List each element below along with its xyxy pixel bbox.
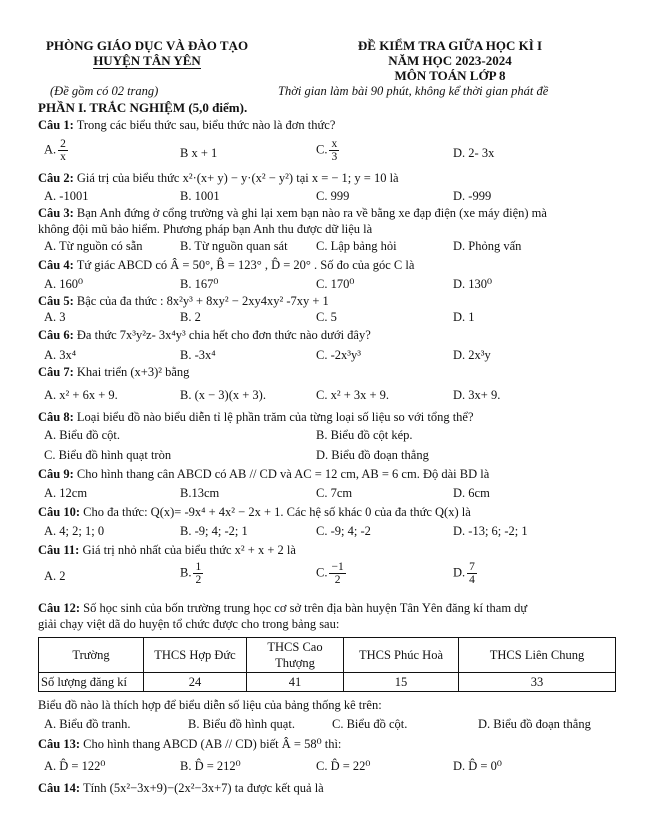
question-13: Câu 13: Cho hình thang ABCD (AB // CD) biết Â = 58⁰ thì: <box>38 737 342 751</box>
q8-option-a: A. Biểu đồ cột. <box>44 428 121 442</box>
q2-option-b: B. 1001 <box>180 189 220 203</box>
q12-option-c: C. Biểu đồ cột. <box>332 717 408 731</box>
table-cell: THCS Phúc Hoà <box>344 638 459 673</box>
q3-option-c: C. Lập bảng hỏi <box>316 239 397 253</box>
q12-option-a: A. Biểu đồ tranh. <box>44 717 131 731</box>
q11-option-a: A. 2 <box>44 569 66 583</box>
q11-option-c: C. $\frac{-1}{2}$ <box>316 561 344 586</box>
subject: MÔN TOÁN LỚP 8 <box>394 68 506 83</box>
q8-option-d: D. Biểu đồ đoạn thẳng <box>316 448 429 462</box>
school-year: NĂM HỌC 2023-2024 <box>388 53 512 68</box>
department-name: PHÒNG GIÁO DỤC VÀ ĐÀO TẠO <box>45 38 249 53</box>
q11-option-b: B. $\frac{1}{2}$ <box>180 561 202 586</box>
q10-option-c: C. -9; 4; -2 <box>316 524 371 538</box>
q12-option-b: B. Biểu đồ hình quạt. <box>188 717 295 731</box>
question-5: Câu 5: Bậc của đa thức : 8x²y³ + 8xy² − 2xy4xy² -7xy + 1 <box>38 294 329 308</box>
q4-option-b: B. 167⁰ <box>180 277 219 291</box>
section-title: PHẦN I. TRẮC NGHIỆM (5,0 điểm). <box>38 100 248 115</box>
q1-option-a: A. $\frac{2}{x}$ <box>44 138 66 163</box>
q1-option-b: B x + 1 <box>180 146 218 160</box>
table-cell: THCS Liên Chung <box>459 638 616 673</box>
question-12-line-3: Biểu đồ nào là thích hợp để biểu diễn số liệu của bảng thống kê trên: <box>38 698 382 712</box>
q5-option-d: D. 1 <box>453 310 475 324</box>
q4-option-a: A. 160⁰ <box>44 277 84 291</box>
q6-option-d: D. 2x³y <box>453 348 491 362</box>
q11-option-d: D. $\frac{7}{4}$ <box>453 561 475 586</box>
q8-option-b: B. Biểu đồ cột kép. <box>316 428 413 442</box>
table-cell: Trường <box>39 638 144 673</box>
q6-option-c: C. -2x³y³ <box>316 348 361 362</box>
question-9: Câu 9: Cho hình thang cân ABCD có AB // CD và AC = 12 cm, AB = 6 cm. Độ dài BD là <box>38 467 490 481</box>
q6-option-a: A. 3x⁴ <box>44 348 77 362</box>
q2-option-c: C. 999 <box>316 189 350 203</box>
question-12: Câu 12: Số học sinh của bốn trường trung học cơ sở trên địa bàn huyện Tân Yên đăng kí tham dự <box>38 601 528 615</box>
q3-option-b: B. Từ nguồn quan sát <box>180 239 288 253</box>
question-12-line-2: giải chạy việt dã do huyện tổ chức được cho trong bảng sau: <box>38 617 340 631</box>
district-name: HUYỆN TÂN YÊN <box>93 53 201 68</box>
q10-option-b: B. -9; 4; -2; 1 <box>180 524 248 538</box>
q9-option-c: C. 7cm <box>316 486 353 500</box>
question-11: Câu 11: Giá trị nhỏ nhất của biểu thức x² + x + 2 là <box>38 543 296 557</box>
q7-option-c: C. x² + 3x + 9. <box>316 388 390 402</box>
table-cell: THCS Cao Thượng <box>247 638 344 673</box>
q13-option-d: D. D̂ = 0⁰ <box>453 759 502 773</box>
q13-option-b: B. D̂ = 212⁰ <box>180 759 241 773</box>
q9-option-b: B.13cm <box>180 486 220 500</box>
table-cell: THCS Hợp Đức <box>144 638 247 673</box>
q5-option-c: C. 5 <box>316 310 337 324</box>
q3-option-d: D. Phỏng vấn <box>453 239 522 253</box>
question-8: Câu 8: Loại biểu đồ nào biểu diễn tỉ lệ phần trăm của từng loại số liệu so với tổng thể? <box>38 410 474 424</box>
q2-option-d: D. -999 <box>453 189 492 203</box>
question-3-line-2: không đội mũ bảo hiểm. Phương pháp bạn Anh thu được dữ liệu là <box>38 222 373 236</box>
table-row <box>39 673 616 692</box>
exam-title: ĐỀ KIỂM TRA GIỮA HỌC KÌ I <box>357 38 543 53</box>
q5-option-b: B. 2 <box>180 310 201 324</box>
q4-option-d: D. 130⁰ <box>453 277 493 291</box>
question-14: Câu 14: Tính (5x²−3x+9)−(2x²−3x+7) ta được kết quả là <box>38 781 324 795</box>
q4-option-c: C. 170⁰ <box>316 277 355 291</box>
q10-option-d: D. -13; 6; -2; 1 <box>453 524 528 538</box>
table-cell: 15 <box>344 673 459 692</box>
question-10: Câu 10: Cho đa thức: Q(x)= -9x⁴ + 4x² − 2x + 1. Các hệ số khác 0 của đa thức Q(x) là <box>38 505 471 519</box>
q7-option-a: A. x² + 6x + 9. <box>44 388 118 402</box>
q5-option-a: A. 3 <box>44 310 66 324</box>
question-2: Câu 2: Giá trị của biểu thức x²·(x+ y) − y·(x² − y²) tại x = − 1; y = 10 là <box>38 171 399 185</box>
q12-option-d: D. Biểu đồ đoạn thẳng <box>478 717 591 731</box>
question-4: Câu 4: Tứ giác ABCD có Â = 50°, B̂ = 123° , D̂ = 20° . Số đo của góc C là <box>38 258 415 272</box>
table-cell: 33 <box>459 673 616 692</box>
q8-option-c: C. Biểu đồ hình quạt tròn <box>44 448 172 462</box>
time-note: Thời gian làm bài 90 phút, không kể thời gian phát đề <box>278 84 549 98</box>
q10-option-a: A. 4; 2; 1; 0 <box>44 524 105 538</box>
q7-option-b: B. (x − 3)(x + 3). <box>180 388 266 402</box>
q7-option-d: D. 3x+ 9. <box>453 388 501 402</box>
registration-table <box>38 637 616 692</box>
question-1: Câu 1: Trong các biểu thức sau, biểu thức nào là đơn thức? <box>38 118 336 132</box>
pages-note: (Đề gồm có 02 trang) <box>50 84 159 98</box>
question-3: Câu 3: Bạn Anh đứng ở cổng trường và ghi lại xem bạn nào ra về bằng xe đạp điện (xe máy điện) mà <box>38 206 547 220</box>
table-cell: 24 <box>144 673 247 692</box>
table-cell: 41 <box>247 673 344 692</box>
question-6: Câu 6: Đa thức 7x³y²z- 3x⁴y³ chia hết cho đơn thức nào dưới đây? <box>38 328 371 342</box>
q1-option-c: C. $\frac{x}{3}$ <box>316 138 338 163</box>
table-cell: Số lượng đăng kí <box>39 673 144 692</box>
q9-option-d: D. 6cm <box>453 486 490 500</box>
q1-option-d: D. 2- 3x <box>453 146 495 160</box>
q3-option-a: A. Từ nguồn có sẵn <box>44 239 143 253</box>
q9-option-a: A. 12cm <box>44 486 88 500</box>
q6-option-b: B. -3x⁴ <box>180 348 216 362</box>
q2-option-a: A. -1001 <box>44 189 89 203</box>
q13-option-a: A. D̂ = 122⁰ <box>44 759 106 773</box>
q13-option-c: C. D̂ = 22⁰ <box>316 759 371 773</box>
question-7: Câu 7: Khai triển (x+3)² bằng <box>38 365 190 379</box>
table-row <box>39 638 616 673</box>
